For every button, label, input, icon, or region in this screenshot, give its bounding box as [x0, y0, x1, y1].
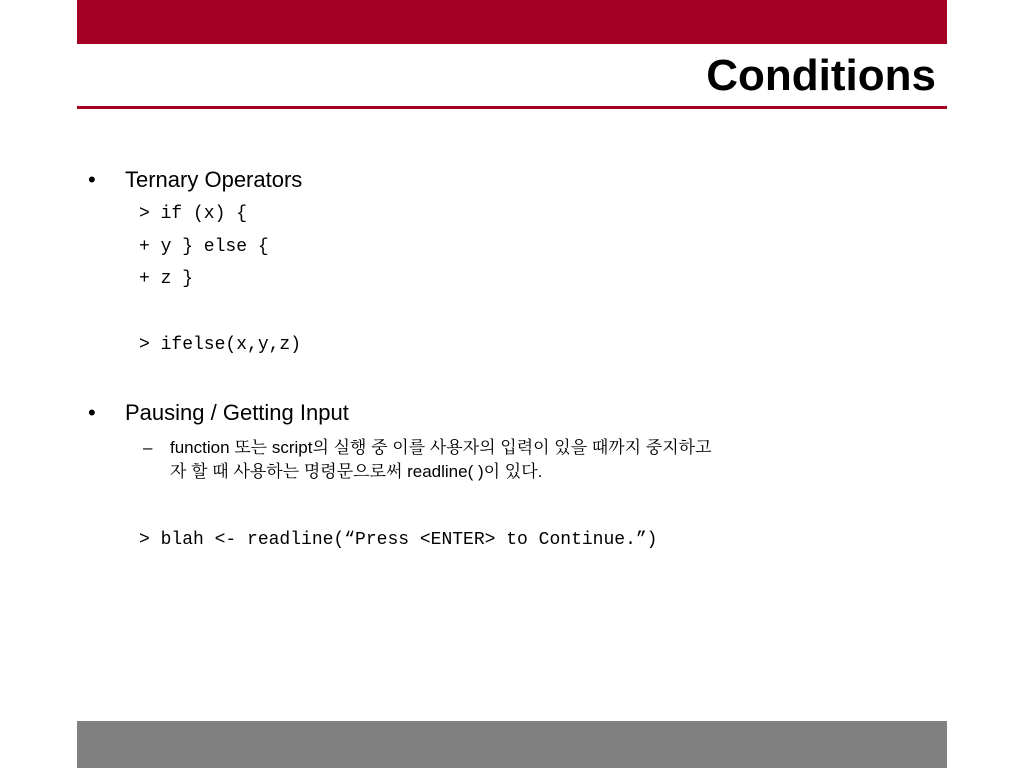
- bullet-pausing-input: [88, 400, 349, 426]
- sub-bullet-line: function 또는 script의 실행 중 이를 사용자의 입력이 있을 때까지 중지하고: [170, 438, 712, 457]
- bullet-ternary-operators: [88, 167, 302, 193]
- bullet-dot-icon: •: [88, 400, 96, 425]
- header-band: [77, 0, 947, 44]
- sub-bullet-line: 자 할 때 사용하는 명령문으로써 readline( )이 있다.: [170, 462, 543, 481]
- footer-band: [77, 721, 947, 768]
- code-line: + z }: [139, 269, 194, 289]
- code-line: > if (x) {: [139, 204, 248, 224]
- bullet-text: Pausing / Getting Input: [125, 400, 349, 425]
- bullet-dot-icon: •: [88, 167, 96, 192]
- sub-bullet-text: [170, 436, 930, 484]
- code-line: > blah <- readline(“Press <ENTER> to Continue.”): [139, 530, 658, 550]
- code-line: + y } else {: [139, 237, 269, 257]
- code-line: > ifelse(x,y,z): [139, 335, 302, 355]
- dash-icon: –: [143, 438, 153, 457]
- bullet-text: Ternary Operators: [125, 167, 303, 192]
- title-divider: [77, 106, 947, 109]
- slide-title: Conditions: [706, 51, 936, 100]
